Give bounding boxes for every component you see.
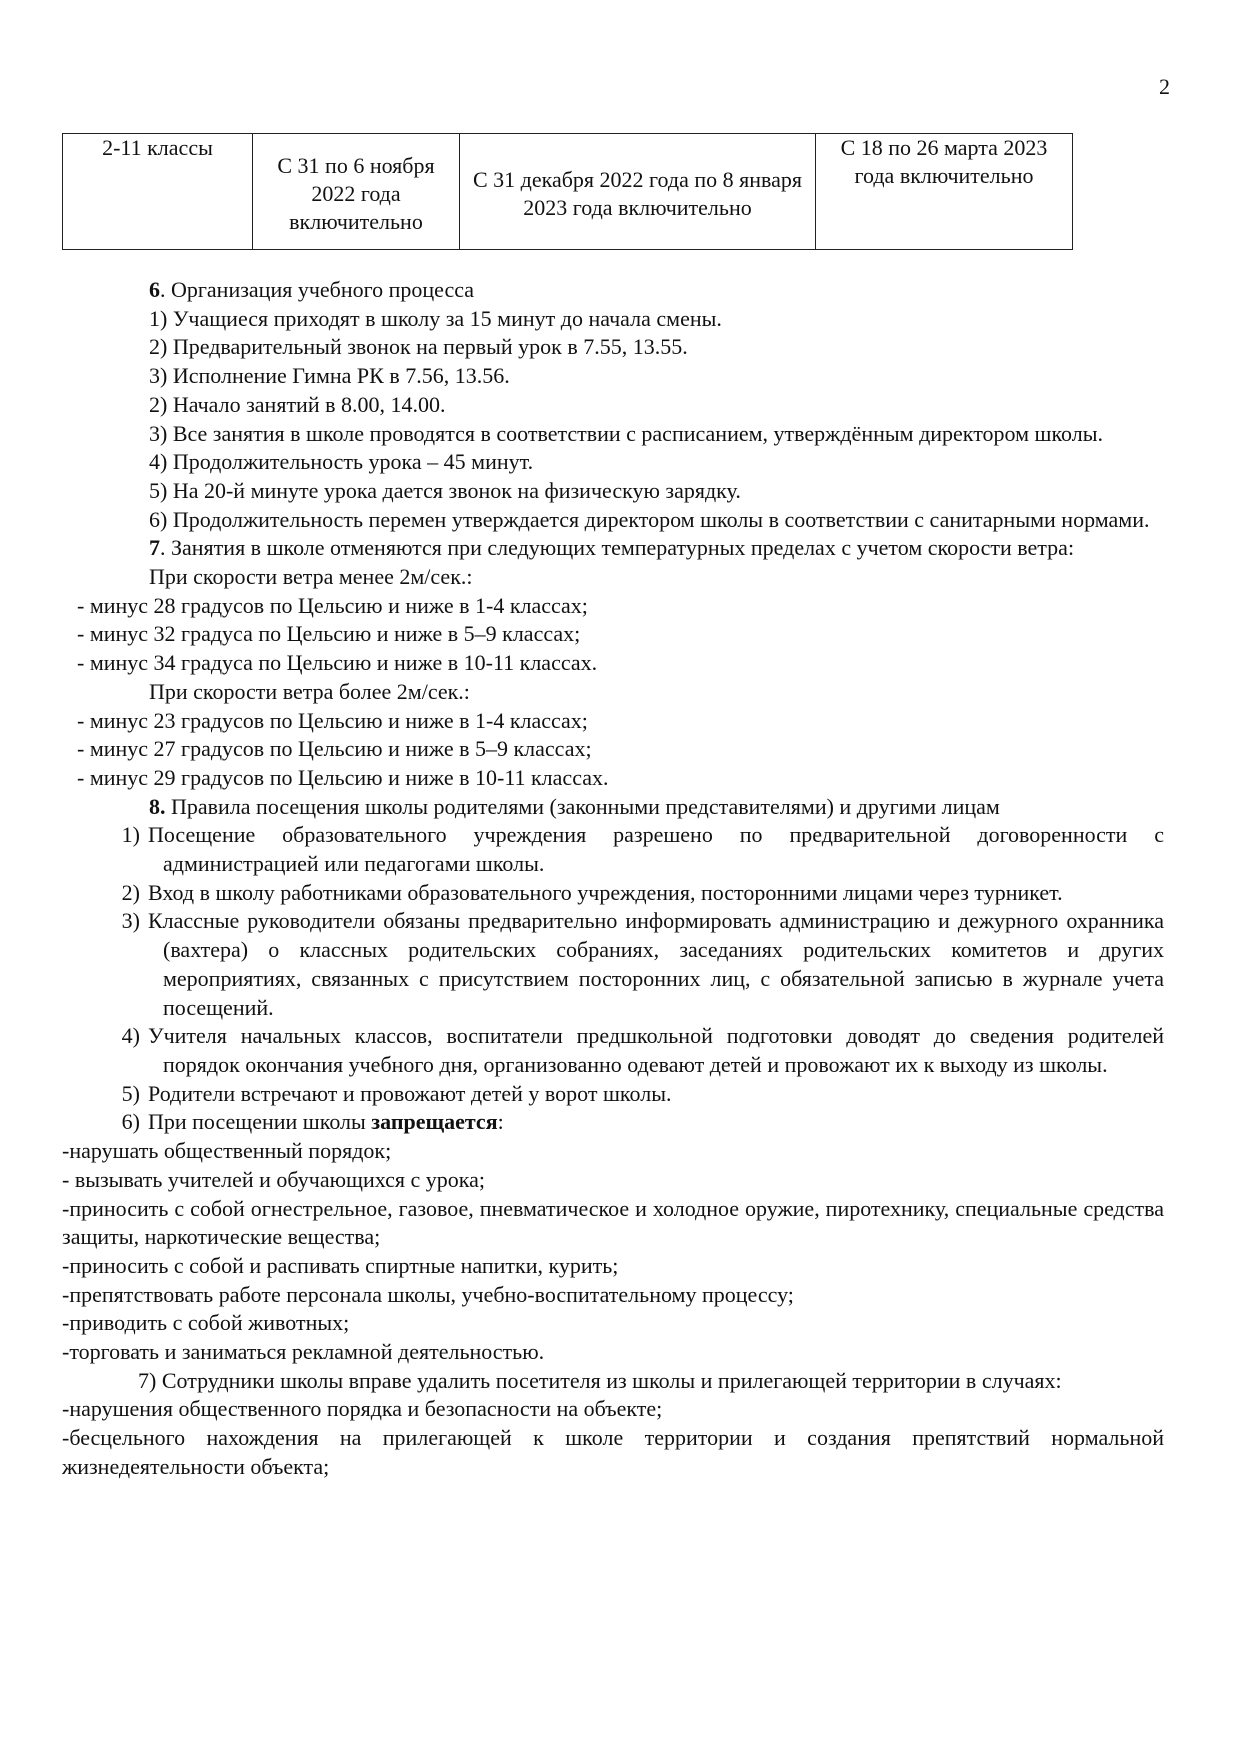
list-item [62,1022,1164,1079]
list-item: 1) Учащиеся приходят в школу за 15 минут до начала смены. [149,305,722,331]
list-item [62,1080,1164,1109]
prohibited-item: -приносить с собой и распивать спиртные напитки, курить; [62,1252,619,1278]
prohibited-item: -нарушать общественный порядок; [62,1138,392,1164]
item-number: 6) [121,1109,140,1135]
removal-item: -нарушения общественного порядка и безопасности на объекте; [62,1396,663,1422]
list-item: 7) Сотрудники школы вправе удалить посетителя из школы и прилегающей территории в случаях: [138,1367,1062,1393]
table-row [63,134,1073,250]
list-item: 2) Предварительный звонок на первый урок в 7.55, 13.55. [149,334,688,360]
item-number: 1) [121,822,140,848]
section-number: 6 [149,277,160,302]
section-number: 7 [149,535,160,561]
table-cell-winter: С 31 декабря 2022 года по 8 января 2023 года включительно [460,134,816,250]
item-text-post: : [497,1109,504,1135]
item-text: Посещение образовательного учреждения разрешено по предварительной договоренности с администрацией или педагогами школы. [148,822,1164,877]
page-number: 2 [1159,74,1170,99]
document-body [62,276,1164,1482]
removal-item: -бесцельного нахождения на прилегающей к школе территории и создания препятствий нормальной жизнедеятельности объекта; [62,1425,1164,1479]
item-text: Вход в школу работниками образовательного учреждения, посторонними лицами через турникет. [148,879,1063,905]
wind-condition: При скорости ветра более 2м/сек.: [149,678,470,704]
list-item [62,879,1164,908]
prohibited-item: -торговать и заниматься рекламной деятельностью. [62,1339,545,1365]
item-number: 5) [121,1080,140,1106]
section-title: . Организация учебного процесса [160,277,475,302]
section-8-heading [62,793,1164,822]
prohibited-item: - вызывать учителей и обучающихся с урока; [62,1166,485,1192]
item-text: Родители встречают и провожают детей у ворот школы. [148,1080,672,1106]
item-number: 4) [121,1023,140,1049]
item-text: Классные руководители обязаны предварительно информировать администрацию и дежурного охранника (вахтера) о классных родительских собраниях, заседаниях родительских комитетов и других мероприятиях, связанных с присутствием посторонних лиц, с обязательной записью в журнале учета посещений. [148,908,1164,1020]
table-cell-autumn: С 31 по 6 ноября 2022 года включительно [253,134,460,250]
item-number: 3) [121,908,140,934]
vacation-table [62,133,1073,250]
list-item: 4) Продолжительность урока – 45 минут. [149,449,534,475]
prohibited-item: -приводить с собой животных; [62,1310,350,1336]
list-item: - минус 32 градуса по Цельсию и ниже в 5–9 классах; [77,621,581,647]
list-item: - минус 29 градусов по Цельсию и ниже в 10-11 классах. [77,764,609,790]
list-item [62,1108,1164,1137]
section-7-heading [62,534,1164,563]
wind-condition: При скорости ветра менее 2м/сек.: [149,564,473,590]
prohibited-item: -приносить с собой огнестрельное, газовое, пневматическое и холодное оружие, пиротехнику, специальные средства защиты, наркотические вещества; [62,1195,1164,1250]
section-title: . Занятия в школе отменяются при следующих температурных пределах с учетом скорости ветра: [160,535,1075,561]
section-title: Правила посещения школы родителями (законными представителями) и другими лицам [165,793,1000,819]
list-item: 3) Все занятия в школе проводятся в соответствии с расписанием, утверждённым директором школы. [149,420,1104,446]
item-text [148,1108,1164,1137]
list-item: - минус 27 градусов по Цельсию и ниже в 5–9 классах; [77,736,592,762]
list-item: - минус 28 градусов по Цельсию и ниже в 1-4 классах; [77,592,588,618]
list-item: - минус 34 градуса по Цельсию и ниже в 10-11 классах. [77,650,598,676]
section-6-heading [62,276,1164,305]
prohibited-item: -препятствовать работе персонала школы, учебно-воспитательному процессу; [62,1281,794,1307]
list-item: 3) Исполнение Гимна РК в 7.56, 13.56. [149,363,510,389]
item-text-pre: При посещении школы [148,1109,372,1135]
item-text: Учителя начальных классов, воспитатели предшкольной подготовки доводят до сведения родителей порядок окончания учебного дня, организованно одевают детей и провожают их к выходу из школы. [148,1023,1164,1077]
list-item: 5) На 20-й минуте урока дается звонок на физическую зарядку. [149,477,741,503]
list-item [62,821,1164,878]
item-text-bold: запрещается [371,1109,498,1135]
list-item: 6) Продолжительность перемен утверждается директором школы в соответствии с санитарными нормами. [149,506,1150,532]
list-item: - минус 23 градусов по Цельсию и ниже в 1-4 классах; [77,707,588,733]
section-number: 8. [149,793,166,819]
item-number: 2) [121,879,140,905]
list-item [62,907,1164,1022]
table-cell-classes: 2-11 классы [63,134,253,250]
table-cell-spring: С 18 по 26 марта 2023 года включительно [816,134,1073,250]
list-item: 2) Начало занятий в 8.00, 14.00. [149,391,446,417]
